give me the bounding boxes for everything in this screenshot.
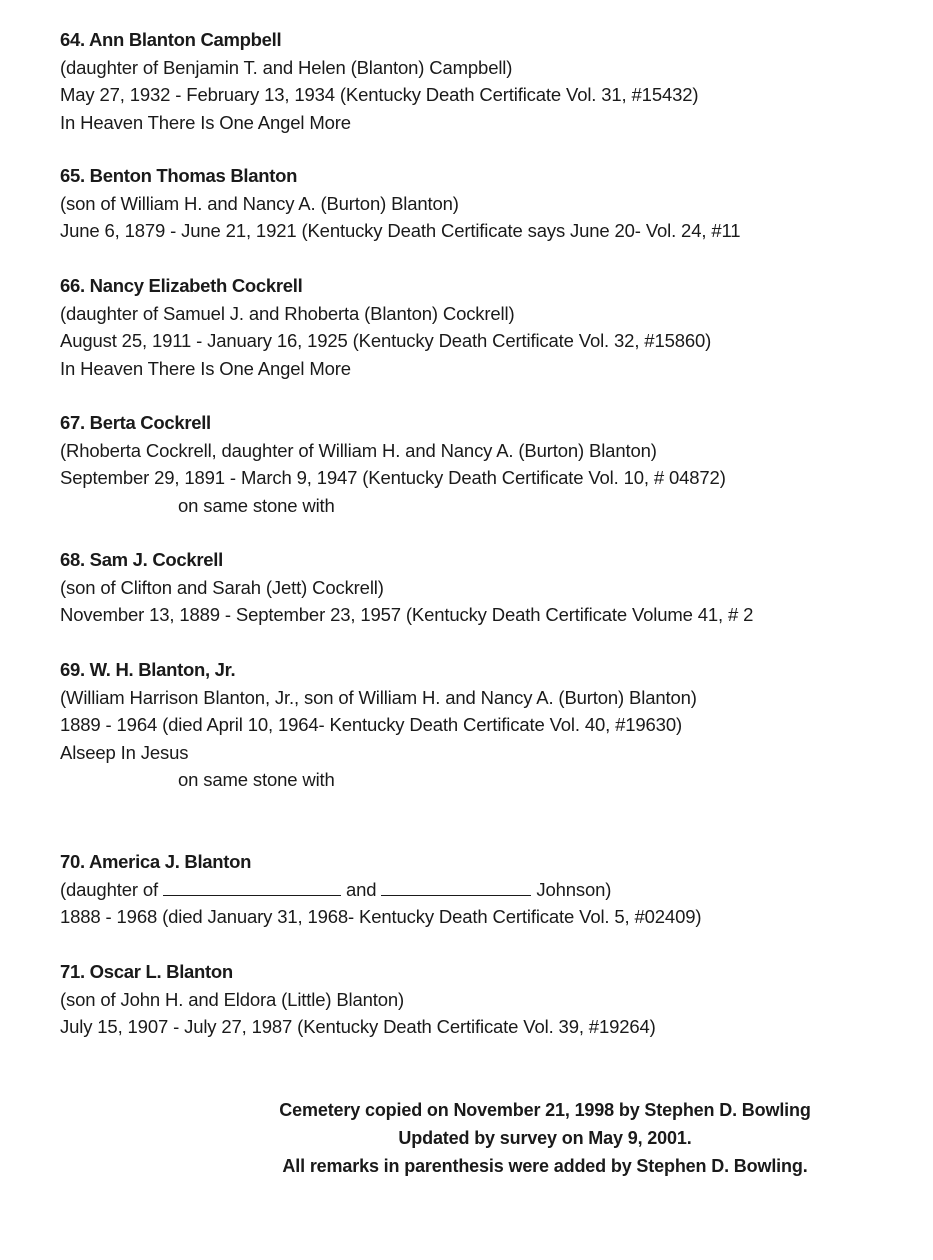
entry-epitaph: Alseep In Jesus: [60, 741, 189, 763]
blank-line: [381, 879, 531, 896]
entry-note: on same stone with: [178, 494, 335, 516]
entry-parents: (Rhoberta Cockrell, daughter of William H. and Nancy A. (Burton) Blanton): [60, 439, 657, 461]
entry-parents: (daughter of Samuel J. and Rhoberta (Blanton) Cockrell): [60, 302, 515, 324]
entry-epitaph: In Heaven There Is One Angel More: [60, 111, 351, 133]
parents-mid: and: [345, 878, 377, 900]
entry-69: [60, 656, 930, 794]
entry-dates: September 29, 1891 - March 9, 1947 (Kentucky Death Certificate Vol. 10, # 04872): [60, 467, 726, 488]
entry-title: 66. Nancy Elizabeth Cockrell: [60, 275, 303, 296]
entry-dates: May 27, 1932 - February 13, 1934 (Kentucky Death Certificate Vol. 31, #15432): [60, 84, 699, 105]
entry-parents: (son of John H. and Eldora (Little) Blanton): [60, 988, 405, 1010]
entry-title: 70. America J. Blanton: [60, 851, 252, 872]
entry-title: 64. Ann Blanton Campbell: [60, 29, 282, 50]
entry-title: 71. Oscar L. Blanton: [60, 961, 233, 982]
entry-70: [60, 848, 930, 931]
blank-line: [163, 879, 341, 896]
entry-parents: [60, 876, 930, 904]
entry-parents: (daughter of Benjamin T. and Helen (Blanton) Campbell): [60, 56, 513, 78]
entry-71: [60, 958, 930, 1041]
entry-66: [60, 272, 930, 382]
entry-title: 69. W. H. Blanton, Jr.: [60, 659, 236, 680]
entry-dates: August 25, 1911 - January 16, 1925 (Kentucky Death Certificate Vol. 32, #15860): [60, 330, 712, 351]
entry-parents: (William Harrison Blanton, Jr., son of William H. and Nancy A. (Burton) Blanton): [60, 686, 697, 708]
entry-dates: July 15, 1907 - July 27, 1987 (Kentucky Death Certificate Vol. 39, #19264): [60, 1016, 656, 1037]
footer-line-remarks: All remarks in parenthesis were added by Stephen D. Bowling.: [282, 1156, 808, 1176]
entry-parents: (son of William H. and Nancy A. (Burton) Blanton): [60, 192, 459, 214]
entry-68: [60, 546, 930, 629]
footer-line-copied: Cemetery copied on November 21, 1998 by Stephen D. Bowling: [279, 1100, 811, 1120]
footer-line-updated: Updated by survey on May 9, 2001.: [398, 1128, 692, 1148]
parents-prefix: (daughter of: [60, 878, 158, 900]
entry-dates: 1888 - 1968 (died January 31, 1968- Kentucky Death Certificate Vol. 5, #02409): [60, 906, 702, 927]
entry-dates: November 13, 1889 - September 23, 1957 (Kentucky Death Certificate Volume 41, # 2: [60, 604, 754, 625]
entry-title: 67. Berta Cockrell: [60, 412, 211, 433]
entry-parents: (son of Clifton and Sarah (Jett) Cockrell): [60, 576, 384, 598]
entry-title: 65. Benton Thomas Blanton: [60, 165, 298, 186]
entry-65: [60, 162, 930, 245]
entry-title: 68. Sam J. Cockrell: [60, 549, 223, 570]
entry-dates: June 6, 1879 - June 21, 1921 (Kentucky Death Certificate says June 20- Vol. 24, #11: [60, 220, 741, 241]
entry-note: on same stone with: [178, 769, 335, 790]
footer-remarks: [160, 1096, 930, 1180]
entry-64: [60, 26, 930, 136]
parents-suffix: Johnson): [536, 878, 612, 900]
entry-dates: 1889 - 1964 (died April 10, 1964- Kentucky Death Certificate Vol. 40, #19630): [60, 714, 682, 735]
entry-67: [60, 409, 930, 519]
entry-epitaph: In Heaven There Is One Angel More: [60, 357, 351, 379]
